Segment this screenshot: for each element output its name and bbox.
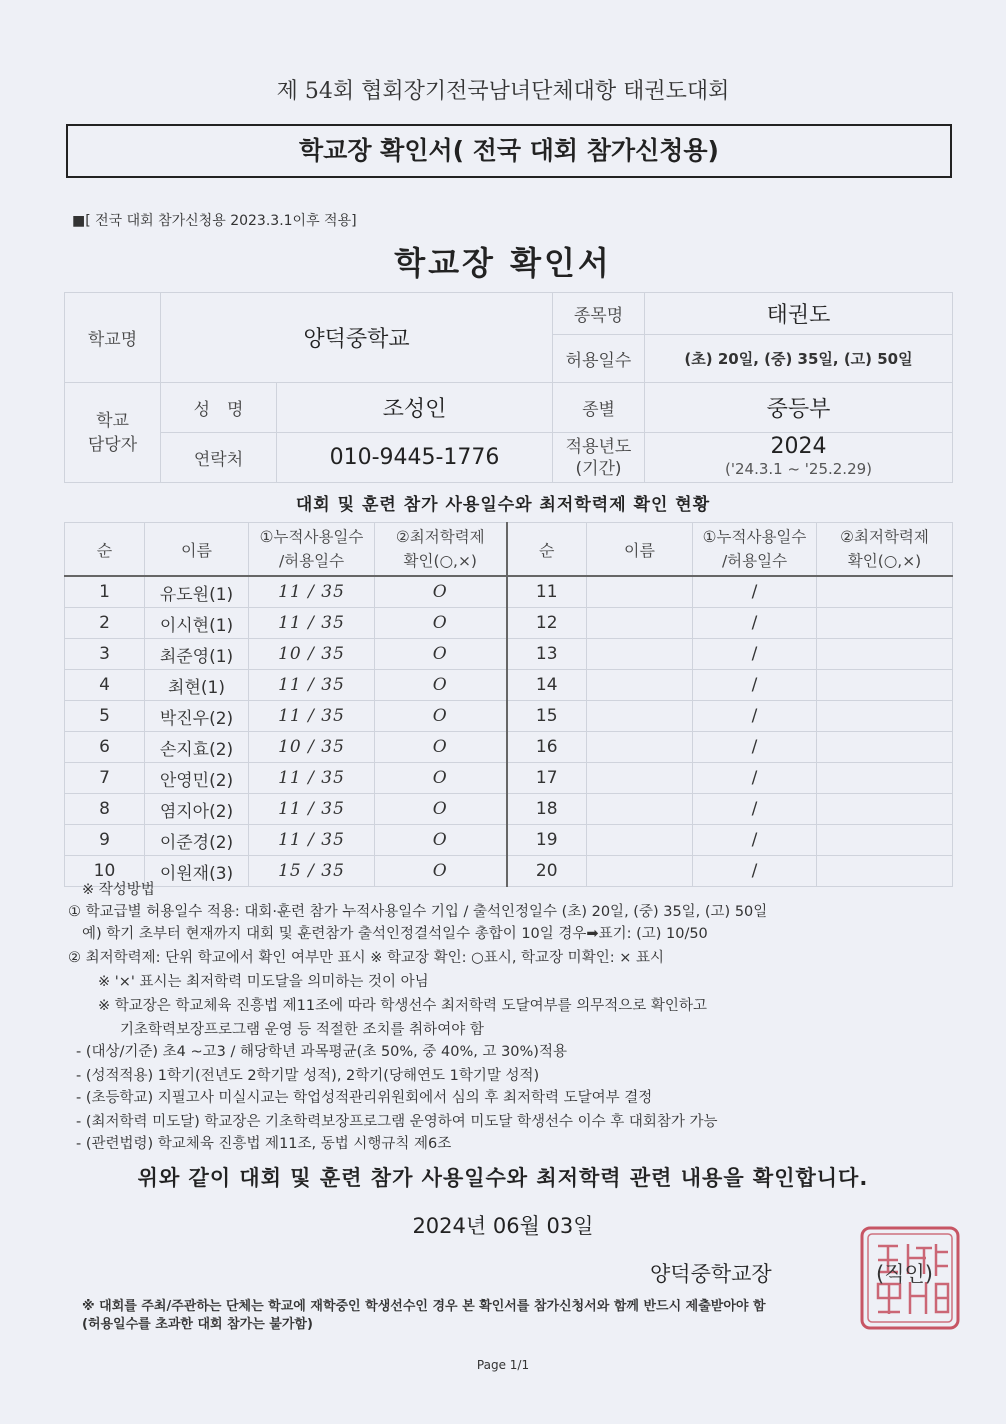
- cumulative-days: 11 / 35: [249, 794, 375, 825]
- name-value: 조성인: [277, 383, 553, 433]
- contact-label: 연락처: [161, 433, 277, 483]
- allowed-days-value: (초) 20일, (중) 35일, (고) 50일: [645, 335, 953, 383]
- academic-check: O: [375, 763, 507, 794]
- academic-check: [817, 639, 953, 670]
- year-cell: [645, 433, 953, 483]
- student-name: 최현(1): [145, 670, 249, 701]
- student-name: [587, 639, 693, 670]
- instruction-line: 기초학력보장프로그램 운영 등 적절한 조치를 취하여야 함: [120, 1022, 484, 1038]
- student-name: 안영민(2): [145, 763, 249, 794]
- cumulative-days: /: [693, 639, 817, 670]
- row-no: 14: [507, 670, 587, 701]
- sport-value: 태권도: [645, 293, 953, 335]
- header-days: ①누적사용일수 /허용일수: [249, 523, 375, 577]
- roster-table: [64, 522, 953, 887]
- division-label: 종별: [553, 383, 645, 433]
- row-no: 19: [507, 825, 587, 856]
- academic-check: O: [375, 825, 507, 856]
- student-name: [587, 825, 693, 856]
- roster-row: [65, 763, 953, 794]
- school-info-table: [64, 292, 953, 483]
- student-name: [587, 608, 693, 639]
- student-name: [587, 701, 693, 732]
- roster-row: [65, 825, 953, 856]
- instructions-heading: ※ 작성방법: [82, 882, 155, 898]
- header-no-right: 순: [507, 523, 587, 577]
- division-value: 중등부: [645, 383, 953, 433]
- manager-label: 학교 담당자: [65, 383, 161, 483]
- year-range: ('24.3.1 ~ '25.2.29): [725, 459, 873, 478]
- instruction-line: - (관련법령) 학교체육 진흥법 제11조, 동법 시행규칙 제6조: [76, 1136, 452, 1152]
- cumulative-days: 11 / 35: [249, 763, 375, 794]
- student-name: 손지효(2): [145, 732, 249, 763]
- row-no: 4: [65, 670, 145, 701]
- academic-check: [817, 856, 953, 887]
- student-name: 염지아(2): [145, 794, 249, 825]
- row-no: 6: [65, 732, 145, 763]
- roster-row: [65, 856, 953, 887]
- principal-title: 양덕중학교장: [650, 1262, 772, 1286]
- cumulative-days: /: [693, 576, 817, 608]
- row-no: 17: [507, 763, 587, 794]
- roster-row: [65, 701, 953, 732]
- school-label: 학교명: [65, 293, 161, 383]
- page-number: Page 1/1: [476, 1358, 530, 1372]
- student-name: 박진우(2): [145, 701, 249, 732]
- academic-check: [817, 825, 953, 856]
- form-title: 학교장 확인서: [394, 244, 612, 282]
- instruction-line: ② 최저학력제: 단위 학교에서 확인 여부만 표시 ※ 학교장 확인: ○표시, 학교장 미확인: × 표시: [68, 950, 664, 966]
- roster-row: [65, 608, 953, 639]
- row-no: 18: [507, 794, 587, 825]
- name-label: 성 명: [161, 383, 277, 433]
- academic-check: O: [375, 608, 507, 639]
- student-name: 이원재(3): [145, 856, 249, 887]
- cumulative-days: 11 / 35: [249, 608, 375, 639]
- header-no: 순: [65, 523, 145, 577]
- instruction-line: - (최저학력 미도달) 학교장은 기초학력보장프로그램 운영하여 미도달 학생선수 이수 후 대회참가 가능: [76, 1114, 718, 1130]
- issue-date: 2024년 06월 03일: [412, 1214, 594, 1238]
- sport-label: 종목명: [553, 293, 645, 335]
- cumulative-days: /: [693, 732, 817, 763]
- cumulative-days: /: [693, 856, 817, 887]
- row-no: 7: [65, 763, 145, 794]
- cumulative-days: /: [693, 670, 817, 701]
- cumulative-days: 10 / 35: [249, 732, 375, 763]
- academic-check: [817, 608, 953, 639]
- cumulative-days: 11 / 35: [249, 576, 375, 608]
- student-name: [587, 794, 693, 825]
- document-title: 학교장 확인서( 전국 대회 참가신청용): [66, 124, 952, 178]
- student-name: 유도원(1): [145, 576, 249, 608]
- row-no: 15: [507, 701, 587, 732]
- instruction-line: ※ '×' 표시는 최저학력 미도달을 의미하는 것이 아님: [98, 974, 429, 990]
- seal-label: (직인): [876, 1262, 933, 1286]
- student-name: [587, 732, 693, 763]
- row-no: 16: [507, 732, 587, 763]
- header-academic: ②최저학력제 확인(○,×): [375, 523, 507, 577]
- student-name: 이시현(1): [145, 608, 249, 639]
- cumulative-days: /: [693, 794, 817, 825]
- student-name: [587, 670, 693, 701]
- instruction-line: ① 학교급별 허용일수 적용: 대회·훈련 참가 누적사용일수 기입 / 출석인정일수 (초) 20일, (중) 35일, (고) 50일: [68, 904, 768, 920]
- cumulative-days: /: [693, 701, 817, 732]
- school-value: 양덕중학교: [161, 293, 553, 383]
- roster-row: [65, 576, 953, 608]
- row-no: 9: [65, 825, 145, 856]
- cumulative-days: /: [693, 763, 817, 794]
- apply-note: ■[ 전국 대회 참가신청용 2023.3.1이후 적용]: [72, 213, 357, 229]
- footnote: ※ 대회를 주최/주관하는 단체는 학교에 재학중인 학생선수인 경우 본 확인서를 참가신청서와 함께 반드시 제출받아야 함 (허용일수를 초과한 대회 참가는 불가함): [82, 1299, 766, 1332]
- academic-check: O: [375, 639, 507, 670]
- academic-check: O: [375, 856, 507, 887]
- instruction-line: - (성적적용) 1학기(전년도 2학기말 성적), 2학기(당해연도 1학기말 성적): [76, 1068, 540, 1084]
- cumulative-days: /: [693, 608, 817, 639]
- header-name: 이름: [145, 523, 249, 577]
- contact-value: 010-9445-1776: [277, 433, 553, 483]
- row-no: 12: [507, 608, 587, 639]
- row-no: 1: [65, 576, 145, 608]
- roster-row: [65, 732, 953, 763]
- row-no: 2: [65, 608, 145, 639]
- header-academic-right: ②최저학력제 확인(○,×): [817, 523, 953, 577]
- row-no: 5: [65, 701, 145, 732]
- cumulative-days: 11 / 35: [249, 825, 375, 856]
- allowed-days-label: 허용일수: [553, 335, 645, 383]
- year-value: 2024: [770, 433, 827, 459]
- cumulative-days: 11 / 35: [249, 701, 375, 732]
- academic-check: [817, 763, 953, 794]
- row-no: 3: [65, 639, 145, 670]
- instruction-line: ※ 학교장은 학교체육 진흥법 제11조에 따라 학생선수 최저학력 도달여부를 의무적으로 확인하고: [98, 998, 707, 1014]
- instruction-line: - (대상/기준) 초4 ~고3 / 해당학년 과목평균(초 50%, 중 40%, 고 30%)적용: [76, 1044, 567, 1060]
- instruction-line: 예) 학기 초부터 현재까지 대회 및 훈련참가 출석인정결석일수 총합이 10일 경우➡표기: (고) 10/50: [82, 926, 708, 942]
- cumulative-days: 15 / 35: [249, 856, 375, 887]
- row-no: 13: [507, 639, 587, 670]
- academic-check: O: [375, 732, 507, 763]
- academic-check: O: [375, 794, 507, 825]
- row-no: 11: [507, 576, 587, 608]
- cumulative-days: 10 / 35: [249, 639, 375, 670]
- academic-check: O: [375, 670, 507, 701]
- year-label: 적용년도 (기간): [553, 433, 645, 483]
- cumulative-days: /: [693, 825, 817, 856]
- instruction-line: - (초등학교) 지필고사 미실시교는 학업성적관리위원회에서 심의 후 최저학력 도달여부 결정: [76, 1090, 653, 1106]
- header-days-right: ①누적사용일수 /허용일수: [693, 523, 817, 577]
- student-name: [587, 856, 693, 887]
- academic-check: O: [375, 701, 507, 732]
- academic-check: O: [375, 576, 507, 608]
- event-title: 제 54회 협회장기전국남녀단체대항 태권도대회: [276, 79, 730, 104]
- academic-check: [817, 670, 953, 701]
- roster-row: [65, 794, 953, 825]
- academic-check: [817, 701, 953, 732]
- row-no: 8: [65, 794, 145, 825]
- student-name: 최준영(1): [145, 639, 249, 670]
- row-no: 10: [65, 856, 145, 887]
- student-name: 이준경(2): [145, 825, 249, 856]
- confirmation-statement: 위와 같이 대회 및 훈련 참가 사용일수와 최저학력 관련 내용을 확인합니다.: [137, 1166, 869, 1190]
- academic-check: [817, 794, 953, 825]
- academic-check: [817, 732, 953, 763]
- header-name-right: 이름: [587, 523, 693, 577]
- student-name: [587, 763, 693, 794]
- roster-row: [65, 639, 953, 670]
- status-title: 대회 및 훈련 참가 사용일수와 최저학력제 확인 현황: [295, 495, 711, 515]
- academic-check: [817, 576, 953, 608]
- roster-row: [65, 670, 953, 701]
- row-no: 20: [507, 856, 587, 887]
- cumulative-days: 11 / 35: [249, 670, 375, 701]
- student-name: [587, 576, 693, 608]
